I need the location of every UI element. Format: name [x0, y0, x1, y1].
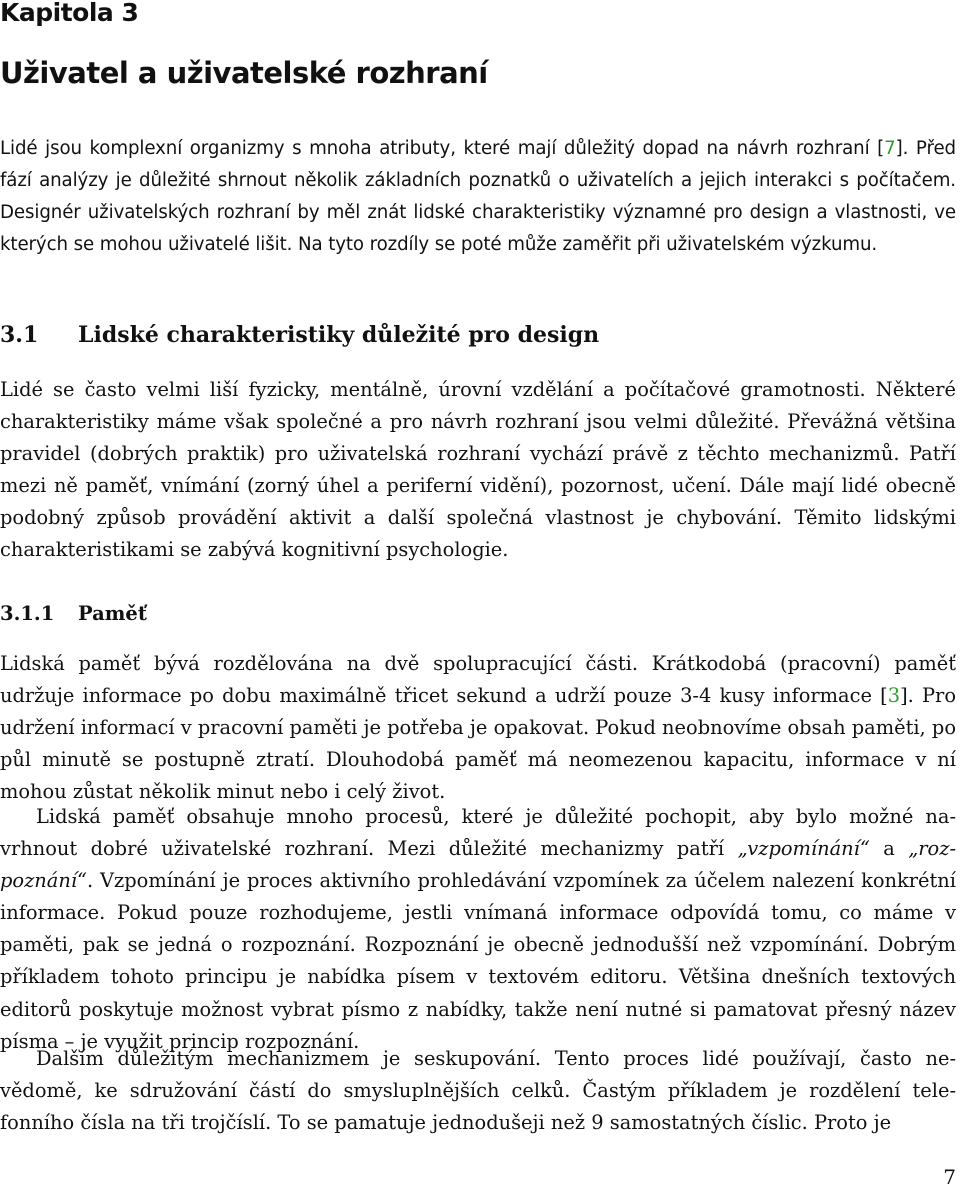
- citation-link[interactable]: 3: [887, 684, 901, 708]
- section-title: Lidské charakteristiky důležité pro design: [78, 322, 600, 348]
- intro-text-2: ]. Před fází analýzy je důležité shrnout několik základních poznatků o uživatelích a jejich interakci s počítačem. Designér uživatelských rozhraní by měl znát lidské charakteristiky významné pro design a vlastnosti, ve kterých se mohou uživatelé lišit. Na tyto rozdíly se poté může zaměřit při uživatelském výzkumu.: [0, 138, 956, 256]
- memory-p2-text-1: Lidská paměť obsahuje mnoho procesů, které je důležité pochopit, aby bylo možné navrhnout dobré uživatelské rozhraní. Mezi důležité mechanizmy patří: [0, 805, 956, 861]
- term-recognition: „rozpoznání“: [0, 837, 957, 893]
- memory-p1-text-1: Lidská paměť bývá rozdělována na dvě spolupracující části. Krátkodobá (pracovní) paměť udržuje informace po dobu maximálně třicet sekund a udrží pouze 3-4 kusy informace [: [0, 652, 956, 708]
- section-heading-3-1-1: [0, 602, 147, 625]
- citation-link[interactable]: 7: [884, 138, 896, 159]
- section-3-1-paragraph: Lidé se často velmi liší fyzicky, mentálně, úrovní vzdělání a počítačové gramotnosti. Některé charakteristiky máme však společné a pro návrh rozhraní jsou velmi důležité. Převážná většina pravidel (dobrých praktik) pro uživatelská rozhraní vychází právě z těchto mechanizmů. Patří mezi ně paměť, vnímání (zorný úhel a periferní vidění), pozornost, učení. Dále mají lidé obecně podobný způsob provádění aktivit a další společná vlastnost je chybování. Těmito lidskými charakteristikami se zabývá kognitivní psychologie.: [0, 378, 956, 562]
- intro-paragraph: [0, 133, 956, 261]
- chapter-title: Uživatel a uživatelské rozhraní: [0, 56, 488, 90]
- subsection-title: Paměť: [78, 602, 147, 625]
- subsection-number: 3.1.1: [0, 602, 55, 625]
- memory-p2-text-3: . Vzpomínání je proces aktivního prohledávání vzpomínek za účelem nalezení konkrétní informace. Pokud pouze rozhodujeme, jestli vnímaná informace odpovídá tomu, co máme v paměti, pak se jedná o rozpoznání. Rozpoznání je obecně jednodušší než vzpomínání. Dobrým příkladem tohoto principu je nabídka písem v textovém editoru. Většina dnešních textových editorů poskytuje možnost vybrat písmo z nabídky, takže není nutné si pamatovat přesný název písma – je využit princip rozpoznání.: [0, 869, 956, 1053]
- memory-p1-text-2: ]. Pro udržení informací v pracovní paměti je potřeba je opakovat. Pokud neobnovíme obsah paměti, po půl minutě se postupně ztratí. Dlouhodobá paměť má neomezenou kapacitu, informace v ní mohou zůstat několik minut nebo i celý život.: [0, 684, 956, 804]
- section-number: 3.1: [0, 322, 39, 348]
- section-heading-3-1: [0, 322, 599, 348]
- intro-text-1: Lidé jsou komplexní organizmy s mnoha atributy, které mají důležitý dopad na návrh rozhraní [: [0, 138, 885, 159]
- memory-paragraph-3: Dalším důležitým mechanizmem je seskupování. Tento proces lidé používají, často nevědomě, ke sdružování částí do smysluplnějších celků. Častým příkladem je rozdělení telefonního čísla na tři trojčíslí. To se pamatuje jednodušeji než 9 samostatných číslic. Proto je: [0, 1047, 956, 1135]
- page-number: 7: [943, 1165, 956, 1189]
- memory-paragraph-2: [0, 801, 956, 1058]
- memory-p2-text-2: a: [869, 837, 909, 861]
- chapter-label: Kapitola 3: [0, 0, 139, 27]
- memory-paragraph-1: [0, 648, 956, 808]
- term-recall: „vzpomínání“: [737, 837, 870, 861]
